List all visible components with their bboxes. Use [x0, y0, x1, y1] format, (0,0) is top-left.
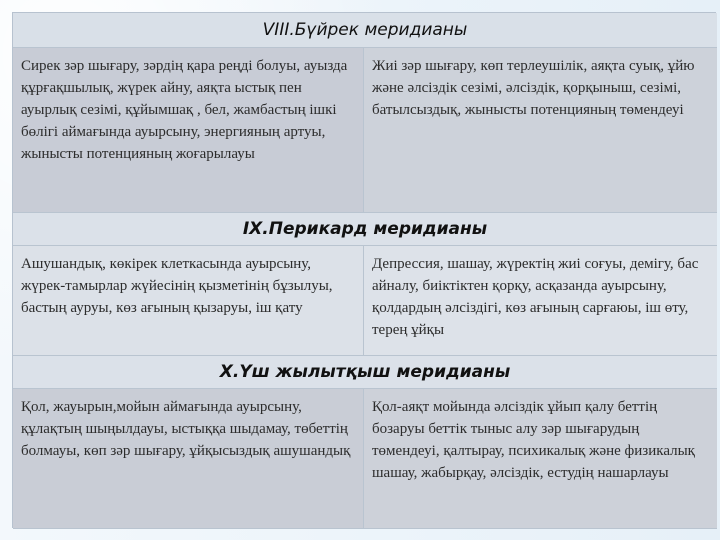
kidney-right-text: Жиі зәр шығару, көп терлеушілік, аяқта суық, ұйю және әлсіздік сезімі, әлсіздік, қорқыныш, сезімі, батылсыздық, жынысты потенцияның төмендеуі	[363, 48, 717, 213]
section-header-kidney: VIII.Бүйрек меридианы	[13, 13, 717, 48]
triple-warmer-left-text: Қол, жауырын,мойын аймағында ауырсыну, құлақтың шыңылдауы, ыстыққа шыдамау, төбеттің болмауы, көп зәр шығару, ұйқысыздық ашушандық	[13, 389, 363, 529]
pericardium-left-text: Ашушандық, көкірек клеткасында ауырсыну, жүрек-тамырлар жүйесінің қызметінің бұзылуы, бастың ауруы, көз ағының қызаруы, іш қату	[13, 246, 363, 356]
meridian-table	[12, 12, 716, 528]
triple-warmer-right-text: Қол-аяқт мойында әлсіздік ұйып қалу беттің бозаруы беттік тыныс алу зәр шығарудың төмендеуі, қалтырау, психикалық және физикалық шашау, жабырқау, әлсіздік, естудің нашарлауы	[363, 389, 717, 529]
section-header-pericardium: IX.Перикард меридианы	[13, 213, 717, 246]
section-header-triple-warmer: X.Үш жылытқыш меридианы	[13, 356, 717, 389]
pericardium-right-text: Депрессия, шашау, жүректің жиі соғуы, демігу, бас айналу, биіктіктен қорқу, асқазанда ауырсыну, қолдардың әлсіздігі, көз ағының сарғаюы, іш өту, терең ұйқы	[363, 246, 717, 356]
kidney-left-text: Сирек зәр шығару, зәрдің қара реңді болуы, ауызда құрғақшылық, жүрек айну, аяқта ыстық пен ауырлық сезімі, құйымшақ , бел, жамбастың ішкі бөлігі аймағында ауырсыну, энергияның артуы, жынысты потенцияның жоғарылауы	[13, 48, 363, 213]
